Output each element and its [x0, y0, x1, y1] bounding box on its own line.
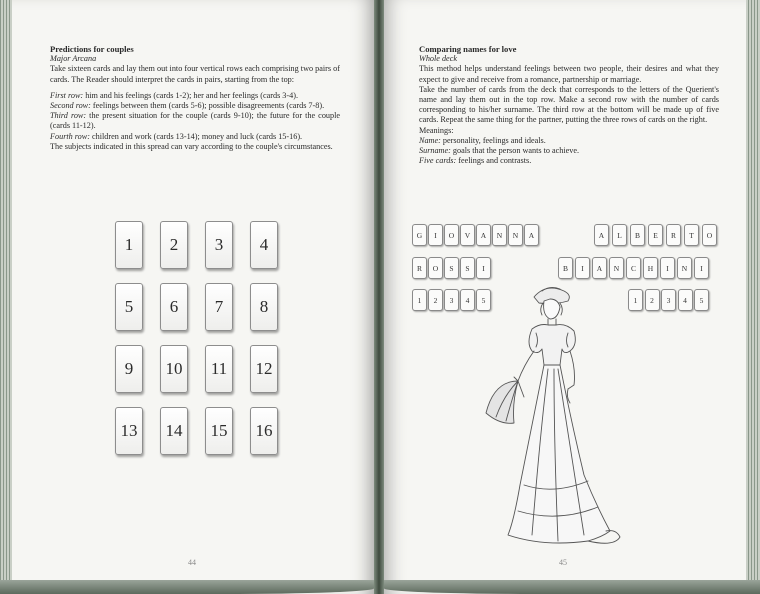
meaning-name: Name: personality, feelings and ideals.	[419, 135, 546, 145]
card-3: 3	[205, 221, 233, 269]
card-8: 8	[250, 283, 278, 331]
tile-surname-left-5: I	[476, 257, 491, 279]
tile-surname-left-3: S	[444, 257, 459, 279]
tile-five-right-5: 5	[694, 289, 709, 311]
row-description-2: Second row: feelings between them (cards 5-6); possible disagreements (cards 7-8).	[50, 101, 325, 111]
card-6: 6	[160, 283, 188, 331]
tile-name-right-7: O	[702, 224, 717, 246]
tile-surname-right-4: N	[609, 257, 624, 279]
tile-five-left-1: 1	[412, 289, 427, 311]
tile-name-left-4: V	[460, 224, 475, 246]
page-number-left: 44	[188, 558, 196, 567]
book-gutter	[374, 0, 384, 594]
left-intro: Take sixteen cards and lay them out into four vertical rows each comprising two pairs of cards. The Reader should interpret the cards in pairs, starting from the top:	[50, 64, 340, 84]
tile-surname-left-2: O	[428, 257, 443, 279]
tile-five-left-5: 5	[476, 289, 491, 311]
tile-five-left-3: 3	[444, 289, 459, 311]
meaning-surname: Surname: goals that the person wants to achieve.	[419, 146, 580, 156]
row-description-3: Third row: the present situation for the couple (cards 9-10); the future for the couple (cards 11-12).	[50, 111, 341, 131]
card-13: 13	[115, 407, 143, 455]
left-page-text	[50, 44, 340, 152]
tile-five-right-3: 3	[661, 289, 676, 311]
page-number-right: 45	[559, 558, 567, 567]
right-heading: Comparing names for love	[419, 44, 517, 54]
tile-name-right-1: A	[594, 224, 609, 246]
card-2: 2	[160, 221, 188, 269]
row-description-4: Fourth row: children and work (cards 13-14); money and luck (cards 15-16).	[50, 131, 303, 141]
page-curl-right	[384, 580, 760, 594]
tile-surname-left-4: S	[460, 257, 475, 279]
book-edge-right	[746, 0, 760, 594]
tile-surname-right-5: C	[626, 257, 641, 279]
row-description-1: First row: him and his feelings (cards 1-2); her and her feelings (cards 3-4).	[50, 90, 298, 100]
card-16: 16	[250, 407, 278, 455]
tile-surname-right-3: A	[592, 257, 607, 279]
right-para-2: Take the number of cards from the deck that corresponds to the letters of the Querient's name and lay them out in the top row. Make a second row with the number of cards corresponding to his/her surname. The third row at the bottom will be made up of five cards. Repeat the same thing for the partner, putting the three rows of cards on the right.	[419, 84, 719, 125]
card-9: 9	[115, 345, 143, 393]
left-subheading: Major Arcana	[50, 54, 97, 64]
tile-five-left-2: 2	[428, 289, 443, 311]
tile-surname-right-2: I	[575, 257, 590, 279]
tile-name-right-6: T	[684, 224, 699, 246]
tile-five-left-4: 4	[460, 289, 475, 311]
tile-name-left-6: N	[492, 224, 507, 246]
tile-name-left-3: O	[444, 224, 459, 246]
card-5: 5	[115, 283, 143, 331]
card-10: 10	[160, 345, 188, 393]
card-14: 14	[160, 407, 188, 455]
tile-name-right-4: E	[648, 224, 663, 246]
tile-name-right-3: B	[630, 224, 645, 246]
tile-five-right-1: 1	[628, 289, 643, 311]
left-closing: The subjects indicated in this spread can vary according to the couple's circumstances.	[50, 141, 333, 151]
victorian-woman-illustration	[484, 285, 624, 550]
right-para-1: This method helps understand feelings between two people, their desires and what they expect to give and receive from a romance, partnership or marriage.	[419, 64, 719, 84]
right-page-text	[419, 44, 719, 166]
tile-surname-left-1: R	[412, 257, 427, 279]
tile-name-right-5: R	[666, 224, 681, 246]
page-curl-left	[0, 580, 374, 594]
left-page	[12, 0, 374, 594]
tile-name-left-2: I	[428, 224, 443, 246]
tile-surname-right-6: H	[643, 257, 658, 279]
left-heading: Predictions for couples	[50, 44, 134, 54]
book-edge-left	[0, 0, 12, 594]
meaning-five-cards: Five cards: feelings and contrasts.	[419, 156, 532, 166]
right-page	[384, 0, 746, 594]
tile-name-left-5: A	[476, 224, 491, 246]
tile-five-right-4: 4	[678, 289, 693, 311]
tile-surname-right-9: I	[694, 257, 709, 279]
card-4: 4	[250, 221, 278, 269]
card-7: 7	[205, 283, 233, 331]
tile-surname-right-1: B	[558, 257, 573, 279]
tile-name-left-8: A	[524, 224, 539, 246]
right-subheading: Whole deck	[419, 54, 457, 64]
tile-surname-right-8: N	[677, 257, 692, 279]
card-12: 12	[250, 345, 278, 393]
tile-surname-right-7: I	[660, 257, 675, 279]
meanings-title: Meanings:	[419, 125, 454, 135]
tile-five-right-2: 2	[645, 289, 660, 311]
tile-name-right-2: L	[612, 224, 627, 246]
card-15: 15	[205, 407, 233, 455]
card-1: 1	[115, 221, 143, 269]
tile-name-left-7: N	[508, 224, 523, 246]
tile-name-left-1: G	[412, 224, 427, 246]
card-11: 11	[205, 345, 233, 393]
